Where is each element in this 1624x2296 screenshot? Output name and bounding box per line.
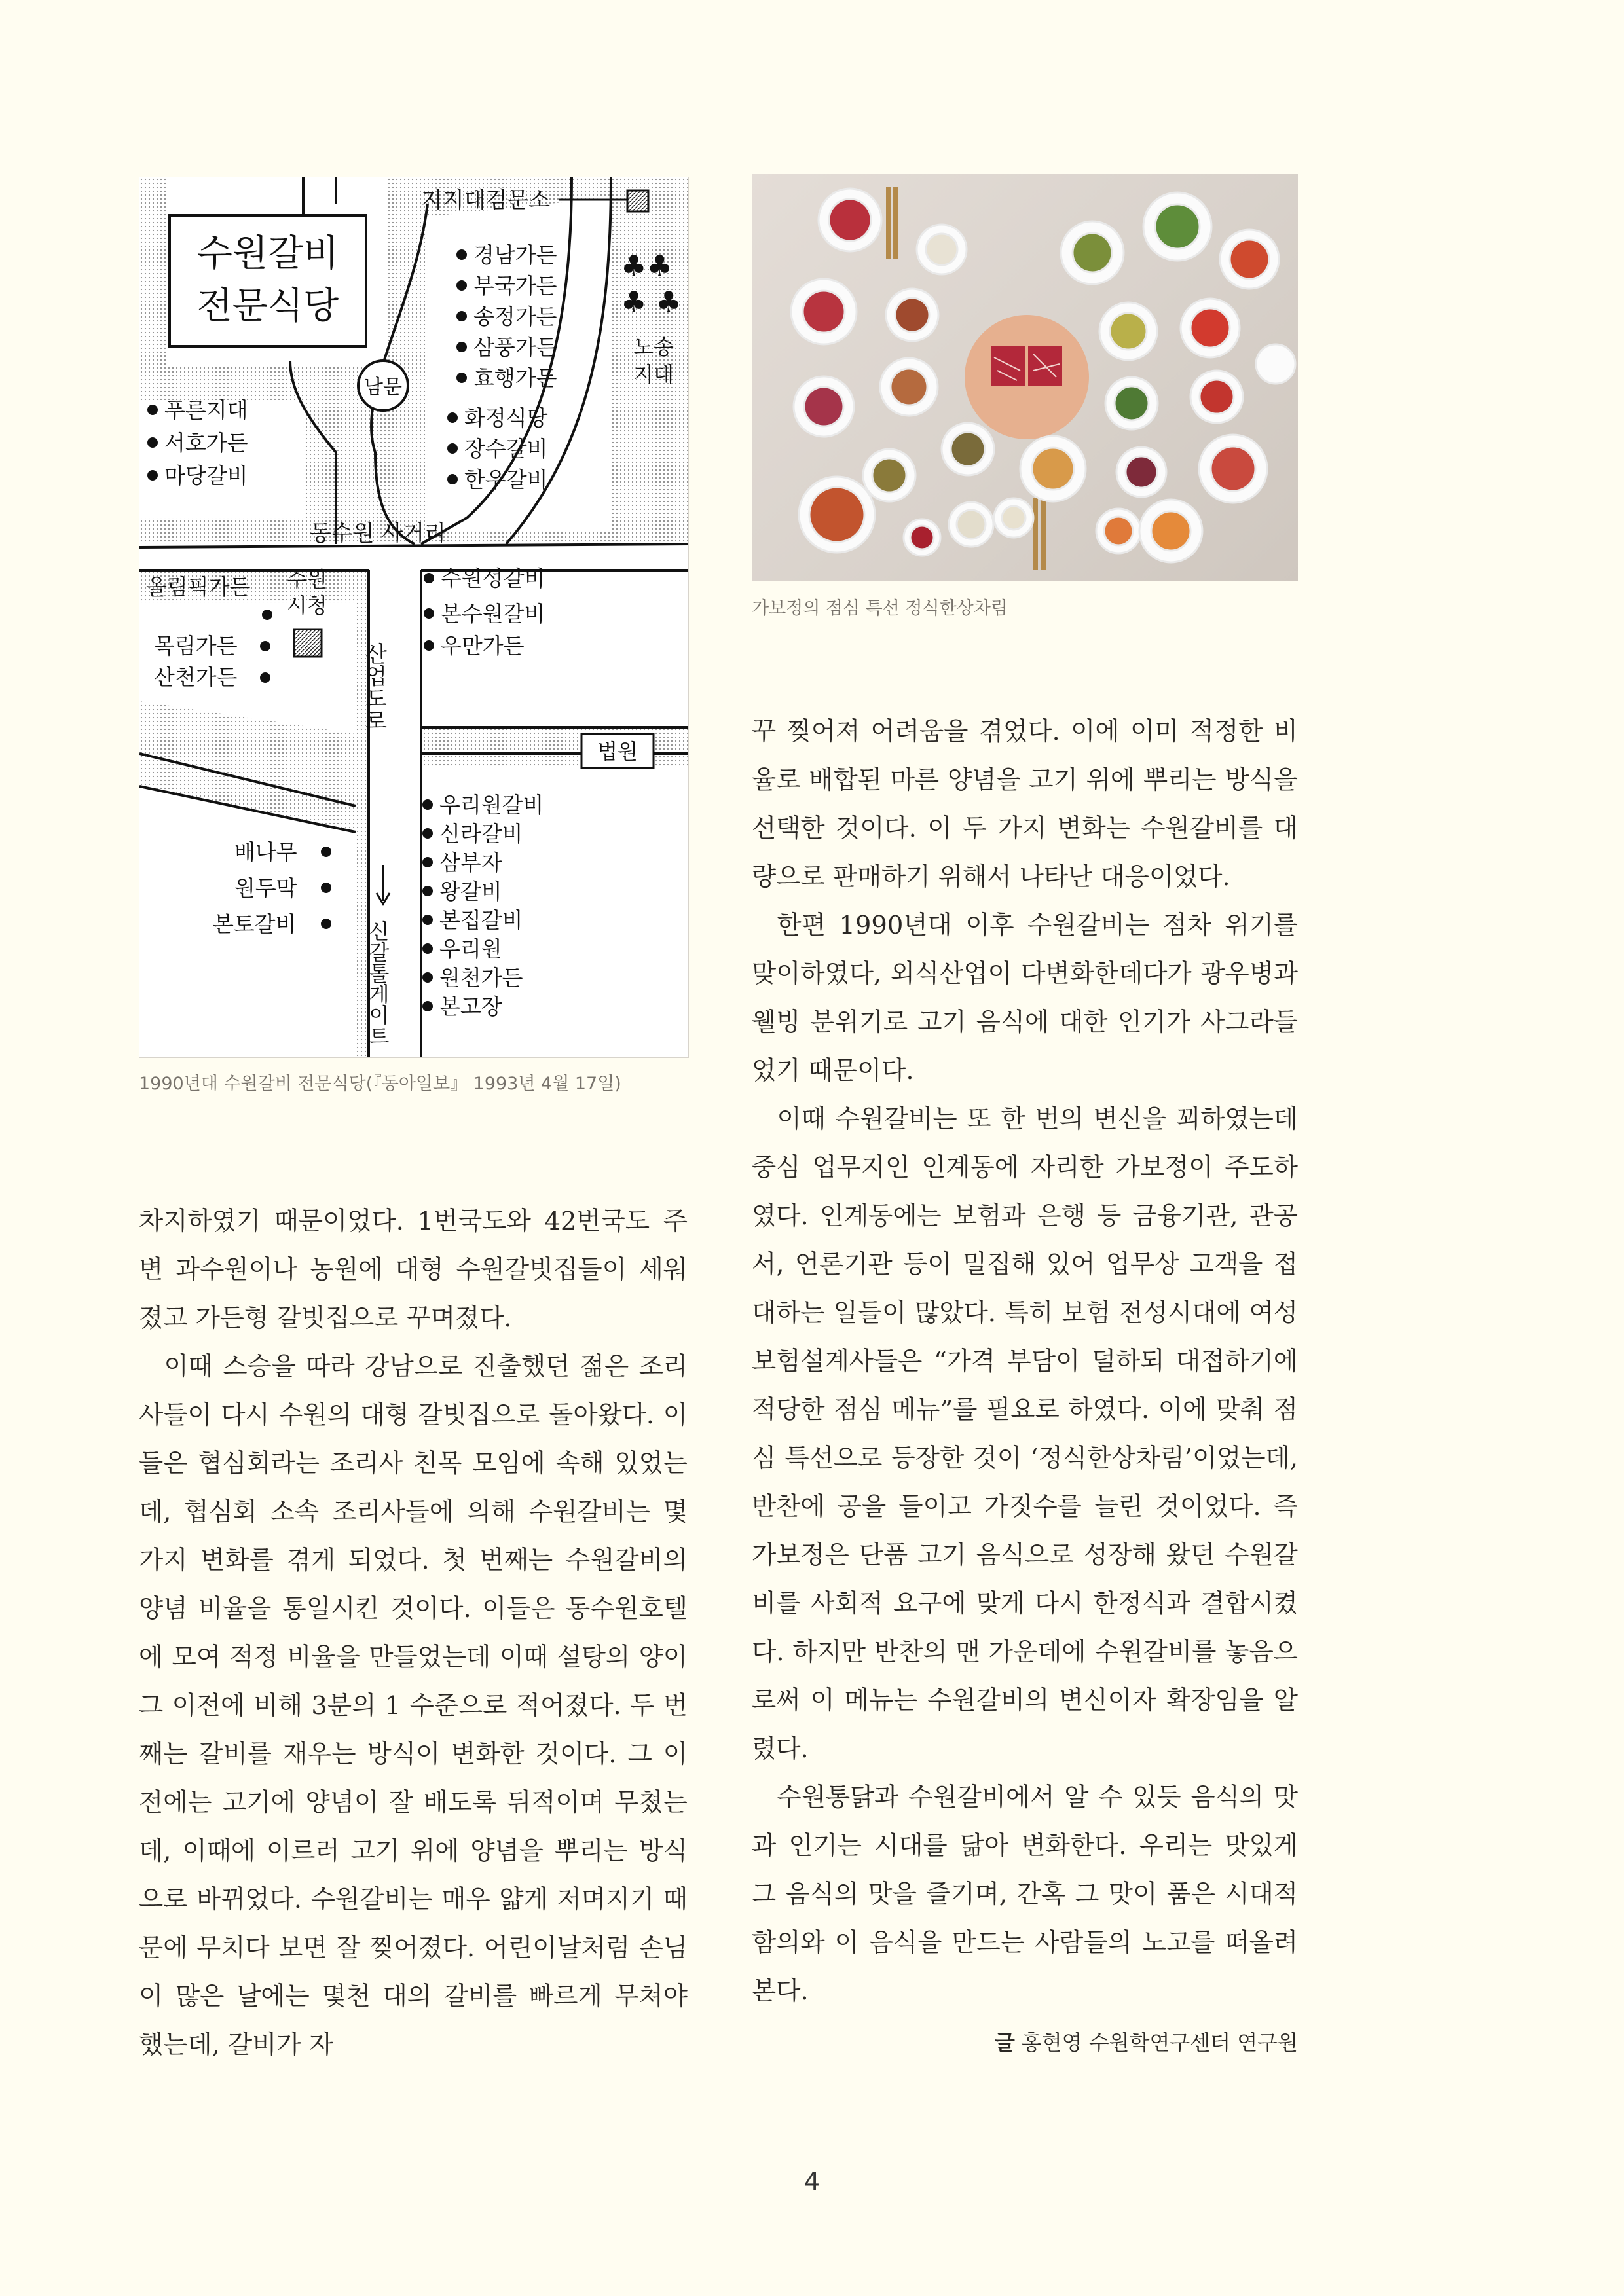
photo-caption: 가보정의 점심 특선 정식한상차림 bbox=[752, 598, 1008, 619]
map-drawing bbox=[139, 177, 688, 1057]
paragraph: 이때 수원갈비는 또 한 번의 변신을 꾀하였는데 중심 업무지인 인계동에 자리한 가보정이 주도하였다. 인계동에는 보험과 은행 등 금융기관, 관공서, 언론기관 등이 밀집해 있어 업무상 고객을 접대하는 일들이 많았다. 특히 보험 전성시대에 여성 보험설계사들은 “가격 부담이 덜하되 대접하기에 적당한 점심 메뉴”를 필요로 하였다. 이에 맞춰 점심 특선으로 등장한 것이 ‘정식한상차림’이었는데, 반찬에 공을 들이고 가짓수를 늘린 것이었다. 즉 가보정은 단품 고기 음식으로 성장해 왔던 수원갈비를 사회적 요구에 맞게 다시 한정식과 결합시켰다. 하지만 반찬의 맨 가운데에 수원갈비를 놓음으로써 이 메뉴는 수원갈비의 변신이자 확장임을 알렸다. bbox=[752, 1104, 1298, 1764]
page-number: 4 bbox=[803, 2167, 821, 2196]
map-figure bbox=[139, 177, 689, 1058]
paragraph: 차지하였기 때문이었다. 1번국도와 42번국도 주변 과수원이나 농원에 대형 수원갈빗집들이 세워졌고 가든형 갈빗집으로 꾸며졌다. bbox=[139, 1207, 688, 1333]
paragraph: 한편 1990년대 이후 수원갈비는 점차 위기를 맞이하였다, 외식산업이 다변화한데다가 광우병과 웰빙 분위기로 고기 음식에 대한 인기가 사그라들었기 때문이다. bbox=[752, 911, 1298, 1085]
map-store: 서호가든 bbox=[164, 430, 248, 456]
svg-text:♣ ♣: ♣ ♣ bbox=[621, 285, 682, 319]
food-photo-drawing bbox=[752, 174, 1298, 581]
map-store: 우리원갈비 bbox=[439, 792, 544, 818]
map-store: 원두막 bbox=[234, 875, 297, 901]
map-store: 본집갈비 bbox=[439, 907, 523, 933]
map-title-line1: 수원갈비 bbox=[196, 232, 339, 275]
map-gate-label: 남문 bbox=[364, 376, 402, 399]
map-store: 배나무 bbox=[234, 839, 297, 865]
map-store: 원천가든 bbox=[439, 965, 523, 991]
paragraph: 이때 스승을 따라 강남으로 진출했던 젊은 조리사들이 다시 수원의 대형 갈빗집으로 돌아왔다. 이들은 협심회라는 조리사 친목 모임에 속해 있었는데, 협심회 소속 조리사들에 의해 수원갈비는 몇 가지 변화를 겪게 되었다. 첫 번째는 수원갈비의 양념 비율을 통일시킨 것이다. 이들은 동수원호텔에 모여 적정 비율을 만들었는데 이때 설탕의 양이 그 이전에 비해 3분의 1 수준으로 적어졌다. 두 번째는 갈비를 재우는 방식이 변화한 것이다. 그 이전에는 고기에 양념이 잘 배도록 뒤적이며 무쳤는데, 이때에 이르러 고기 위에 양념을 뿌리는 방식으로 바뀌었다. 수원갈비는 매우 얇게 저며지기 때문에 무치다 보면 잘 찢어졌다. 어린이날처럼 손님이 많은 날에는 몇천 대의 갈비를 빠르게 무쳐야 했는데, 갈비가 자 bbox=[139, 1352, 688, 2060]
map-store: 화정식당 bbox=[464, 405, 548, 431]
map-store: 한우갈비 bbox=[464, 467, 548, 492]
map-store: 송정가든 bbox=[473, 304, 557, 329]
paragraph: 꾸 찢어져 어려움을 겪었다. 이에 이미 적정한 비율로 배합된 마른 양념을 고기 위에 뿌리는 방식을 선택한 것이다. 이 두 가지 변화는 수원갈비를 대량으로 판매하기 위해서 나타난 대응이었다. bbox=[752, 717, 1298, 892]
map-title-line2: 전문식당 bbox=[196, 285, 339, 327]
right-column bbox=[752, 708, 1298, 2016]
left-column bbox=[139, 1197, 688, 2069]
map-store: 우만가든 bbox=[441, 633, 525, 659]
map-road-label: 산업도로 bbox=[361, 642, 387, 731]
map-store: 왕갈비 bbox=[439, 879, 502, 904]
map-caption: 1990년대 수원갈비 전문식당(『동아일보』 1993년 4월 17일) bbox=[139, 1074, 621, 1094]
map-store: 삼풍가든 bbox=[473, 335, 557, 360]
map-top-label: 지지대검문소 bbox=[421, 187, 551, 213]
map-store: 효행가든 bbox=[473, 365, 557, 391]
map-store: 수원성갈비 bbox=[441, 566, 545, 591]
map-grove-label-2: 지대 bbox=[633, 362, 674, 387]
map-court-label: 법원 bbox=[597, 739, 638, 764]
map-intersection-label: 동수원 사거리 bbox=[310, 520, 446, 547]
map-store: 마당갈비 bbox=[164, 463, 248, 488]
food-photo bbox=[752, 174, 1298, 581]
map-store: 본수원갈비 bbox=[441, 601, 545, 627]
map-store: 부국가든 bbox=[473, 273, 557, 299]
svg-text:♣♣: ♣♣ bbox=[621, 249, 673, 283]
byline-prefix: 글 bbox=[994, 2030, 1015, 2055]
map-store: 목림가든 bbox=[154, 633, 238, 659]
map-store: 삼부자 bbox=[439, 850, 502, 875]
map-cityhall-label-2: 시청 bbox=[287, 593, 327, 618]
map-store: 산천가든 bbox=[154, 665, 238, 690]
map-store: 본토갈비 bbox=[213, 911, 297, 937]
map-store: 본고장 bbox=[439, 994, 502, 1019]
map-grove-label-1: 노송 bbox=[633, 335, 674, 359]
map-store: 신라갈비 bbox=[439, 821, 523, 847]
byline bbox=[995, 2026, 1298, 2056]
map-store: 장수갈비 bbox=[464, 436, 548, 462]
map-gate2-label: 신갈톨게이트 bbox=[365, 920, 390, 1046]
byline-author: 홍현영 수원학연구센터 연구원 bbox=[1021, 2030, 1298, 2055]
map-store: 경남가든 bbox=[473, 242, 557, 268]
map-store: 올림픽가든 bbox=[146, 574, 251, 600]
map-store: 푸른지대 bbox=[164, 397, 248, 423]
paragraph: 수원통닭과 수원갈비에서 알 수 있듯 음식의 맛과 인기는 시대를 닮아 변화한다. 우리는 맛있게 그 음식의 맛을 즐기며, 간혹 그 맛이 품은 시대적 함의와 이 음식을 만드는 사람들의 노고를 떠올려 본다. bbox=[752, 1783, 1298, 2006]
map-cityhall-label-1: 수원 bbox=[287, 567, 327, 592]
map-store: 우리원 bbox=[439, 936, 502, 962]
